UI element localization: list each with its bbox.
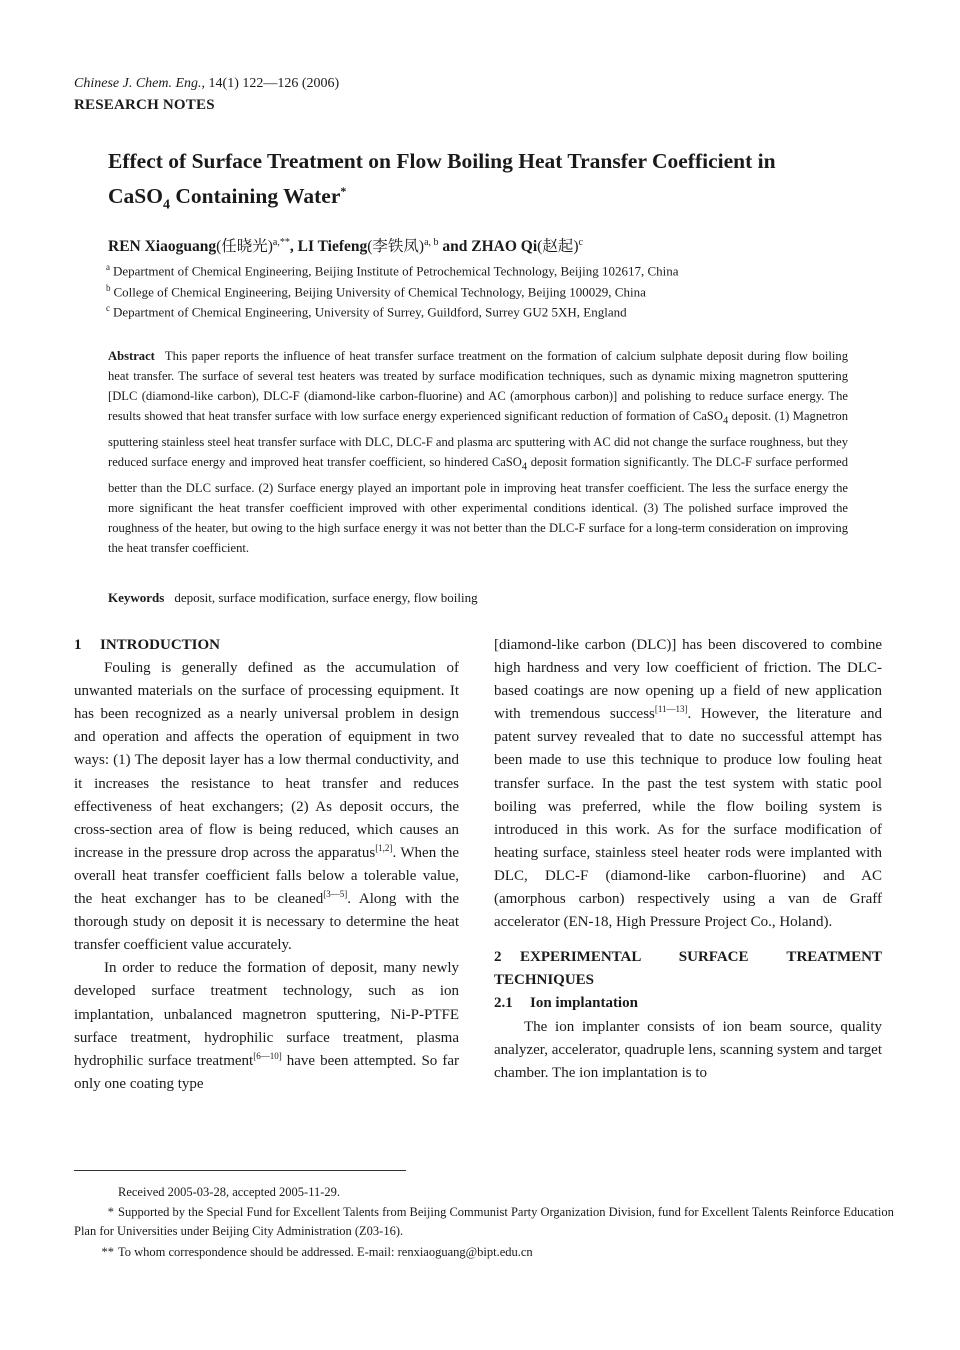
footnote-received — [74, 1183, 894, 1202]
title-footnote-mark: * — [340, 184, 347, 198]
citation: [6—10] — [253, 1050, 282, 1061]
section-heading-experimental — [494, 946, 882, 992]
abstract-subscript: 4 — [722, 415, 729, 427]
subsection-title: Ion implantation — [530, 995, 638, 1012]
section-number: 1 — [74, 637, 82, 653]
keywords-label: Keywords — [108, 590, 165, 605]
keywords-text: deposit, surface modification, surface energy, flow boiling — [174, 590, 478, 605]
title-formula: CaSO — [108, 184, 163, 209]
journal-citation — [74, 76, 339, 92]
author-2-affiliation: a, b — [424, 236, 439, 248]
title-line-1: Effect of Surface Treatment on Flow Boiling Heat Transfer Coefficient in — [108, 149, 776, 173]
paragraph-text: Fouling is generally defined as the accumulation of unwanted materials on the surface of processing equipment. It has been recognized as a nearly universal problem in design and operation and affects the operation of equipment in two ways: (1) The deposit layer has a low thermal conductivity, and it increases the resistance to heat transfer and reduces effectiveness of heat exchangers; (2) As deposit occurs, the cross-section area of flow is being reduced, which causes an increase in the pressure drop across the apparatus — [74, 660, 459, 861]
author-2: LI Tiefeng — [297, 238, 368, 255]
author-3: ZHAO Qi — [471, 238, 538, 255]
paragraph-text: . When the overall heat transfer coefficient falls below a tolerable value, the heat exchanger has to be cleaned — [74, 844, 459, 908]
title-subscript: 4 — [162, 197, 170, 213]
affiliation-c — [106, 303, 826, 320]
footnote-mark: ** — [101, 1245, 114, 1259]
subsection-number: 2.1 — [494, 995, 513, 1012]
affiliation-text: College of Chemical Engineering, Beijing University of Chemical Technology, Beijing 100029, China — [113, 284, 646, 300]
right-column — [494, 634, 882, 1085]
subsection-heading-ion-implantation — [494, 992, 882, 1015]
keywords — [108, 590, 848, 606]
footnote-text: Received 2005-03-28, accepted 2005-11-29. — [118, 1185, 341, 1199]
paragraph-text: [diamond-like carbon (DLC)] has been discovered to combine high hardness and very low coefficient of friction. The DLC-based coatings are now opening up a field of new application with tremendous success — [494, 637, 882, 723]
footnote-mark: * — [107, 1205, 114, 1219]
affiliation-text: Department of Chemical Engineering, University of Surrey, Guildford, Surrey GU2 5XH, England — [113, 304, 627, 320]
abstract — [108, 346, 848, 558]
affiliation-mark: c — [106, 303, 110, 313]
title-line-2 — [108, 176, 898, 220]
author-3-affiliation: c — [578, 236, 583, 248]
paragraph — [74, 957, 459, 1096]
journal-volume: , 14(1) 122—126 (2006) — [201, 76, 340, 91]
paragraph-text: . However, the literature and patent survey revealed that to date no successful attempt has been made to use this technique to produce low fouling heat transfer surface. In the past the test system with static pool boiling was preferred, while the flow boiling system is introduced in this work. As for the surface modification of heating surface, stainless steel heater rods were implanted with DLC, DLC-F (diamond-like carbon-fluorine) and AC (amorphous carbon) respectively using a van de Graff accelerator (EN-18, High Pressure Project Co., Holand). — [494, 706, 882, 931]
abstract-text: deposit. (1) Magnetron sputtering stainless steel heat transfer surface with DLC, DLC-F and plasma arc sputtering with AC did not change the surface roughness, but they reduced surface energy and improved heat transfer coefficient, so hindered CaSO — [108, 409, 848, 469]
footnote-correspondence — [74, 1243, 894, 1262]
footnote-text: Supported by the Special Fund for Excellent Talents from Beijing Communist Party Organization Division, fund for Excellent Talents Reinforce Education Plan for Universities under Beijing City Administration (Z03-16). — [74, 1205, 894, 1238]
citation: [11—13] — [654, 704, 688, 715]
paragraph-text: In order to reduce the formation of deposit, many newly developed surface treatment technology, such as ion implantation, unbalanced magnetron sputtering, Ni-P-PTFE surface treatment, hydrophilic surface treatment, plasma hydrophilic surface treatment — [74, 960, 459, 1069]
footnote-text: To whom correspondence should be addressed. E-mail: renxiaoguang@bipt.edu.cn — [118, 1245, 533, 1259]
paper-title — [108, 146, 898, 220]
paragraph-text: have been attempted. So far only one coating type — [74, 1052, 459, 1092]
spacer — [494, 934, 882, 946]
author-1-affiliation: a,** — [272, 236, 290, 248]
paragraph: The ion implanter consists of ion beam source, quality analyzer, accelerator, quadruple lens, scanning system and target chamber. The ion implantation is to — [494, 1018, 882, 1081]
affiliation-a — [106, 262, 826, 279]
section-title: INTRODUCTION — [100, 637, 221, 653]
abstract-subscript: 4 — [521, 461, 528, 473]
affiliation-mark: b — [106, 283, 111, 293]
footnote-support — [74, 1203, 894, 1241]
author-1-chinese: (任晓光) — [216, 238, 273, 255]
author-separator: and — [438, 238, 472, 255]
section-number: 2 — [494, 949, 502, 966]
paragraph — [494, 634, 882, 934]
author-list — [108, 234, 898, 256]
section-heading-introduction — [74, 634, 459, 657]
author-separator: , — [289, 238, 298, 255]
section-label: RESEARCH NOTES — [74, 97, 215, 113]
title-rest: Containing Water — [169, 184, 341, 209]
journal-name: Chinese J. Chem. Eng. — [74, 76, 202, 91]
paragraph — [74, 657, 459, 957]
affiliation-mark: a — [106, 262, 110, 272]
abstract-text: deposit formation significantly. The DLC-F surface performed better than the DLC surface. (2) Surface energy played an important pole in improving heat transfer coefficient. The less the surface energy the more significant the heat transfer coefficient improved with other experimental conditions identical. (3) The polished surface improved the roughness of the heater, but owing to the high surface energy it was not better than the DLC-F surface for a long-term consideration on improving the heat transfer coefficient. — [108, 454, 848, 555]
citation: [1,2] — [375, 842, 393, 853]
left-column — [74, 634, 459, 1096]
author-1: REN Xiaoguang — [108, 238, 217, 255]
abstract-text: This paper reports the influence of heat transfer surface treatment on the formation of calcium sulphate deposit during flow boiling heat transfer. The surface of several test heaters was treated by surface modification techniques, such as dynamic mixing magnetron sputtering [DLC (diamond-like carbon), DLC-F (diamond-like carbon-fluorine) and AC (amorphous carbon)] and polishing to reduce surface energy. The results showed that heat transfer surface with low surface energy experienced significant reduction of formation of CaSO — [108, 349, 848, 424]
section-title: EXPERIMENTAL SURFACE TREATMENT TECHNIQUES — [494, 949, 882, 989]
affiliation-b — [106, 283, 826, 300]
affiliation-text: Department of Chemical Engineering, Beijing Institute of Petrochemical Technology, Beijing 102617, China — [113, 263, 679, 279]
abstract-label: Abstract — [108, 349, 155, 363]
paragraph-text: . Along with the thorough study on deposit it is necessary to determine the heat transfer coefficient value accurately. — [74, 891, 459, 954]
footnote-rule — [74, 1170, 406, 1171]
author-2-chinese: (李铁凤) — [367, 238, 425, 255]
citation: [3—5] — [323, 889, 348, 900]
author-3-chinese: (赵起) — [537, 238, 579, 255]
